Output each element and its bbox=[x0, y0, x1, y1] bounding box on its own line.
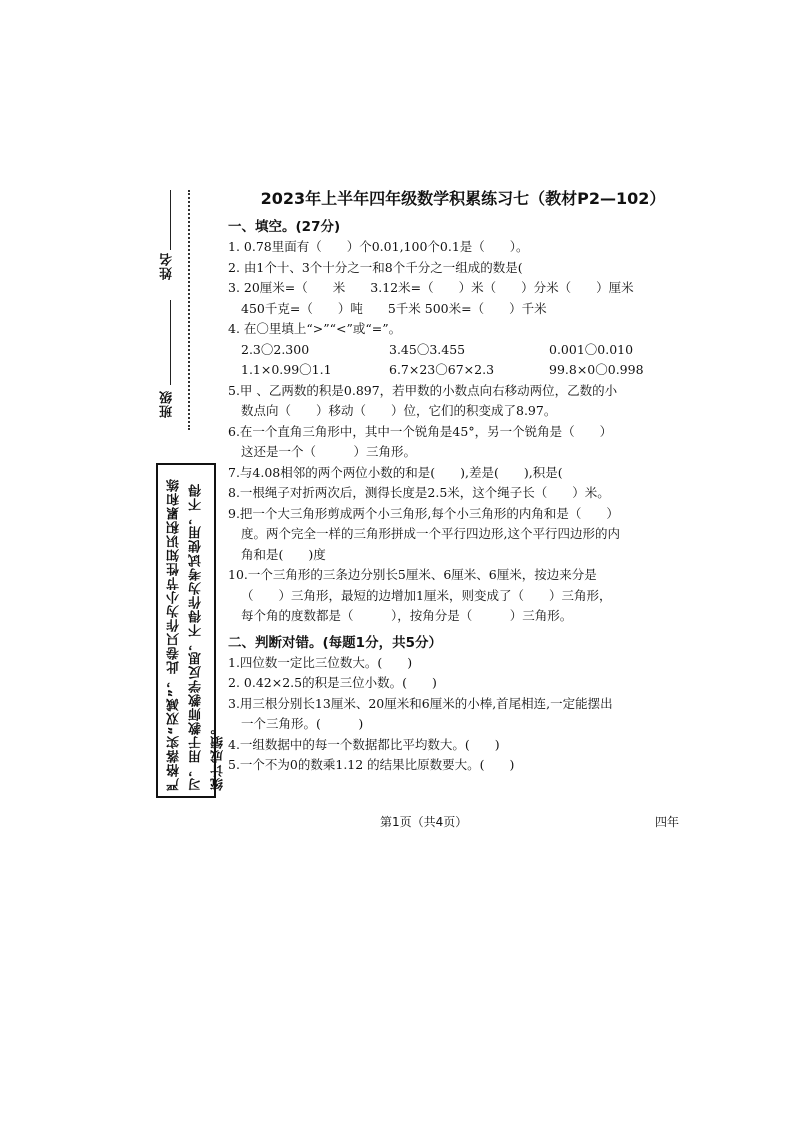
notice-text: 严格落实“双减”，此卷只作为小节性知识积累和练习，用于教师教学反思，不得作为考试使用，不得统计成绩。 bbox=[167, 477, 226, 791]
question-line: 8.一根绳子对折两次后，测得长度是2.5米，这个绳子长（ ）米。 bbox=[228, 485, 610, 500]
question-line: 4.一组数据中的每一个数据都比平均数大。( ) bbox=[228, 736, 500, 752]
question-line: 2. 由1个十、3个十分之一和8个千分之一组成的数是( bbox=[228, 259, 523, 275]
compare-item: 2.3〇2.300 bbox=[241, 341, 310, 357]
question-line: 这还是一个（ ）三角形。 bbox=[241, 444, 417, 459]
compare-row bbox=[228, 340, 698, 361]
question-line: 3.用三根分别长13厘米、20厘米和6厘米的小棒,首尾相连,一定能摆出 bbox=[228, 695, 613, 711]
binding-sidebar bbox=[150, 190, 200, 430]
notice-box bbox=[156, 463, 226, 798]
compare-item: 1.1×0.99〇1.1 bbox=[241, 362, 332, 377]
class-underline bbox=[170, 300, 171, 385]
question-line: 10.一个三角形的三条边分别长5厘米、6厘米、6厘米，按边来分是 bbox=[228, 567, 597, 582]
question-line: 3. 20厘米=（ 米 3.12米=（ ）米（ ）分米（ ）厘米 bbox=[228, 280, 634, 295]
grade-mark: 四年 bbox=[655, 815, 680, 829]
question-line: 7.与4.08相邻的两个两位小数的和是( ),差是( ),积是( bbox=[228, 464, 563, 480]
question-line: 数点向（ ）移动（ ）位，它们的积变成了8.97。 bbox=[241, 403, 557, 418]
exam-content bbox=[228, 186, 698, 776]
question-line: 450千克=（ ）吨 5千米 500米=（ ）千米 bbox=[241, 300, 547, 316]
compare-item: 6.7×23〇67×2.3 bbox=[389, 362, 495, 377]
question-line: 角和是( )度 bbox=[241, 546, 326, 562]
binding-dotted-line bbox=[188, 190, 190, 430]
section-fill-blank-heading: 一、填空。(27分) bbox=[228, 219, 341, 235]
name-underline bbox=[170, 190, 171, 250]
question-line: 一个三角形。( ) bbox=[241, 716, 364, 731]
compare-item: 99.8×0〇0.998 bbox=[549, 362, 644, 377]
question-line: 1. 0.78里面有（ ）个0.01,100个0.1是（ ）。 bbox=[228, 239, 529, 254]
compare-item: 3.45〇3.455 bbox=[389, 341, 466, 357]
question-line: 度。两个完全一样的三角形拼成一个平行四边形,这个平行四边形的内 bbox=[241, 526, 620, 541]
compare-row bbox=[228, 360, 698, 381]
page-title: 2023年上半年四年级数学积累练习七（教材P2—102） bbox=[260, 189, 666, 208]
class-label: 班级 bbox=[160, 390, 175, 418]
question-line: 4. 在〇里填上“>”“<”或“=”。 bbox=[228, 321, 402, 336]
compare-item: 0.001〇0.010 bbox=[549, 341, 634, 357]
question-line: 每个角的度数都是（ ），按角分是（ ）三角形。 bbox=[241, 608, 573, 623]
question-line: 6.在一个直角三角形中，其中一个锐角是45°，另一个锐角是（ ） bbox=[228, 423, 613, 439]
question-line: 2. 0.42×2.5的积是三位小数。( ) bbox=[228, 675, 437, 690]
question-line: 5.甲 、乙两数的积是0.897，若甲数的小数点向右移动两位，乙数的小 bbox=[228, 382, 618, 398]
question-line: 5.一个不为0的数乘1.12 的结果比原数要大。( ) bbox=[228, 757, 515, 772]
name-label: 姓名 bbox=[160, 252, 175, 280]
question-line: 1.四位数一定比三位数大。( ) bbox=[228, 654, 413, 670]
page-number: 第1页（共4页） bbox=[380, 815, 468, 829]
question-line: （ ）三角形，最短的边增加1厘米，则变成了（ ）三角形， bbox=[241, 587, 612, 603]
question-line: 9.把一个大三角形剪成两个小三角形,每个小三角形的内角和是（ ） bbox=[228, 505, 619, 521]
section-true-false-heading: 二、判断对错。(每题1分，共5分） bbox=[228, 634, 442, 651]
